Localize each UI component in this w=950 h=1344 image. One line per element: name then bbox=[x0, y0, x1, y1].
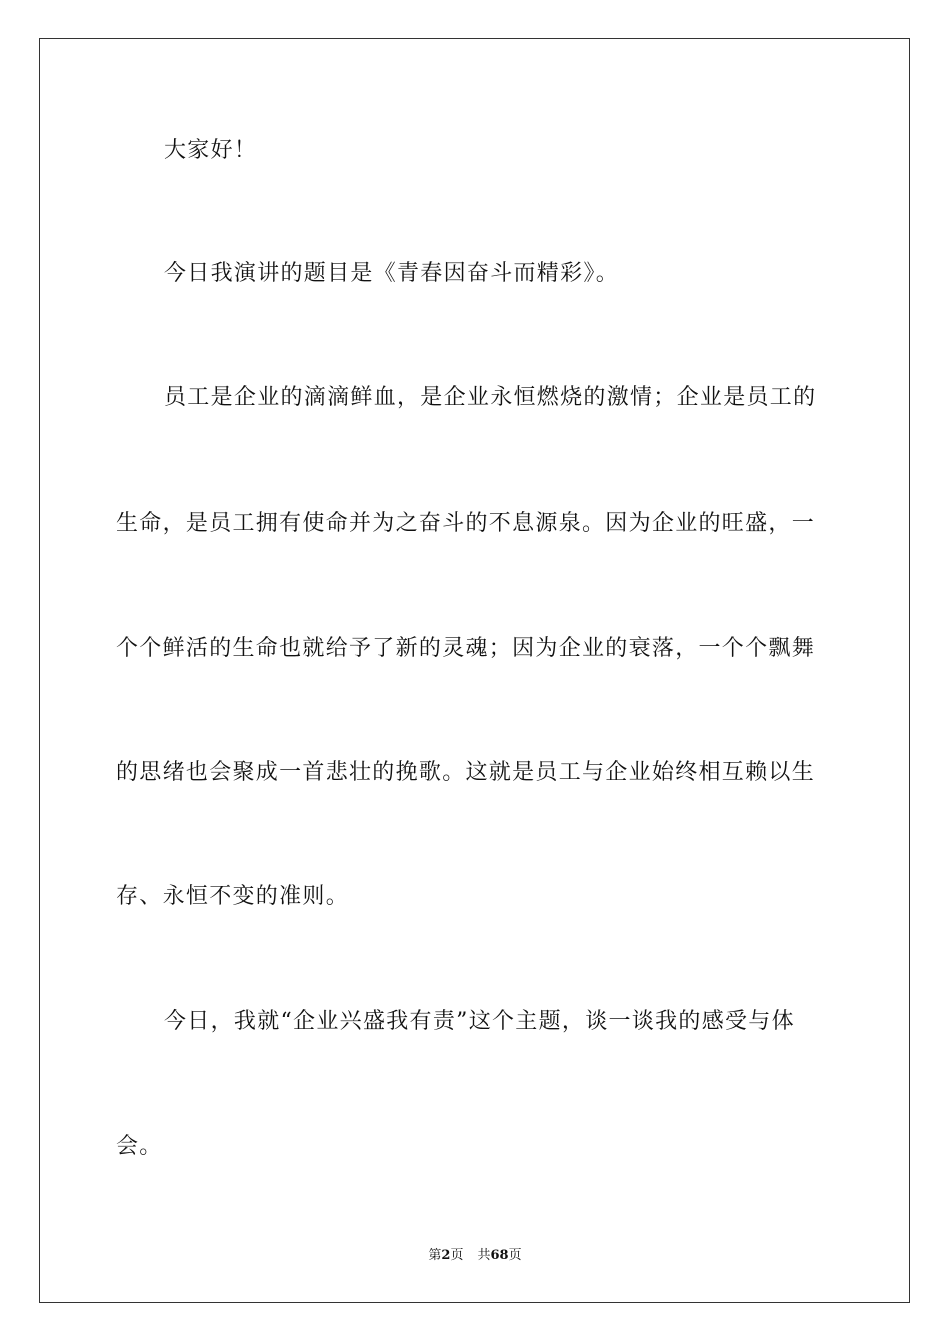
total-suffix: 页 bbox=[508, 1248, 522, 1263]
page-number: 2 bbox=[441, 1248, 451, 1263]
total-pages: 68 bbox=[490, 1248, 509, 1263]
greeting-line: 大家好！ bbox=[164, 138, 258, 163]
paragraph-line: 的思绪也会聚成一首悲壮的挽歌。这就是员工与企业始终相互赖以生 bbox=[116, 760, 816, 785]
page-footer bbox=[0, 1247, 950, 1265]
page-suffix: 页 bbox=[450, 1248, 464, 1263]
title-announcement-line: 今日我演讲的题目是《青春因奋斗而精彩》。 bbox=[164, 261, 620, 286]
paragraph-line: 存、永恒不变的准则。 bbox=[116, 884, 350, 909]
paragraph-line: 会。 bbox=[116, 1134, 163, 1159]
paragraph-line: 生命，是员工拥有使命并为之奋斗的不息源泉。因为企业的旺盛，一 bbox=[116, 511, 816, 536]
paragraph-line: 员工是企业的滴滴鲜血，是企业永恒燃烧的激情；企业是员工的 bbox=[164, 385, 817, 410]
page-frame bbox=[39, 38, 910, 1303]
paragraph-line: 今日，我就“企业兴盛我有责”这个主题，谈一谈我的感受与体 bbox=[164, 1009, 795, 1034]
paragraph-line: 个个鲜活的生命也就给予了新的灵魂；因为企业的衰落，一个个飘舞 bbox=[116, 636, 816, 661]
page-prefix: 第 bbox=[428, 1248, 442, 1263]
total-prefix: 共 bbox=[477, 1248, 491, 1263]
